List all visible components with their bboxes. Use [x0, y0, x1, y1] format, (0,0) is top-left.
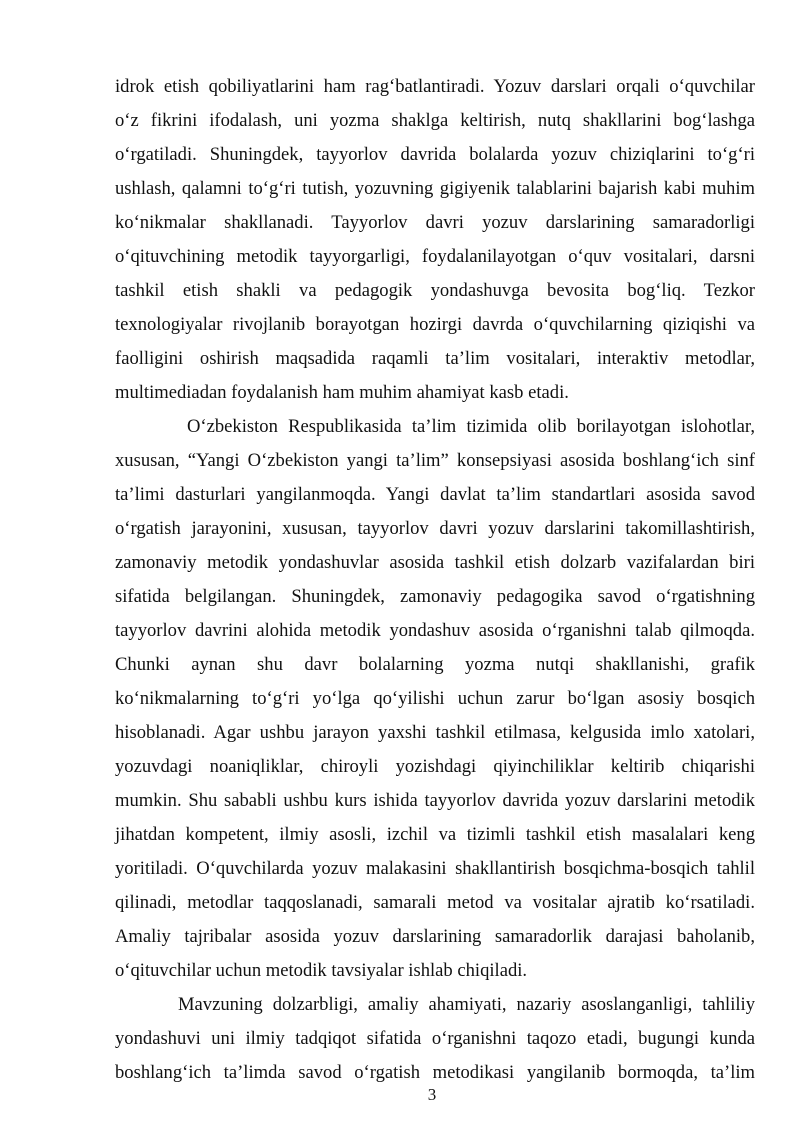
text-line: zamonaviy metodik yondashuvlar asosida tashkil etish dolzarb vazifalardan biri [115, 552, 755, 573]
text-line: yondashuvi uni ilmiy tadqiqot sifatida o‘rganishni taqozo etadi, bugungi kunda [115, 1028, 755, 1049]
text-line: o‘rgatish jarayonini, xususan, tayyorlov davri yozuv darslarini takomillashtirish, [115, 518, 755, 539]
text-line: tashkil etish shakli va pedagogik yondashuvga bevosita bog‘liq. Tezkor [115, 280, 755, 301]
text-line: hisoblanadi. Agar ushbu jarayon yaxshi tashkil etilmasa, kelgusida imlo xatolari, [115, 722, 755, 743]
text-line: mumkin. Shu sababli ushbu kurs ishida tayyorlov davrida yozuv darslarini metodik [115, 790, 755, 811]
text-line: ushlash, qalamni to‘g‘ri tutish, yozuvning gigiyenik talablarini bajarish kabi muhim [115, 178, 755, 199]
text-line: o‘z fikrini ifodalash, uni yozma shaklga keltirish, nutq shakllarini bog‘lashga [115, 110, 755, 131]
text-line: ko‘nikmalarning to‘g‘ri yo‘lga qo‘yilishi uchun zarur bo‘lgan asosiy bosqich [115, 688, 755, 709]
text-line: jihatdan kompetent, ilmiy asosli, izchil va tizimli tashkil etish masalalari keng [115, 824, 755, 845]
text-line: faolligini oshirish maqsadida raqamli ta’lim vositalari, interaktiv metodlar, [115, 348, 755, 369]
paragraph-first-line: O‘zbekiston Respublikasida ta’lim tizimida olib borilayotgan islohotlar, [187, 416, 755, 437]
text-line: o‘qituvchining metodik tayyorgarligi, foydalanilayotgan o‘quv vositalari, darsni [115, 246, 755, 267]
text-line: ko‘nikmalar shakllanadi. Tayyorlov davri yozuv darslarining samaradorligi [115, 212, 755, 233]
text-line: idrok etish qobiliyatlarini ham rag‘batlantiradi. Yozuv darslari orqali o‘quvchilar [115, 76, 755, 97]
page-number: 3 [427, 1085, 437, 1104]
text-line: multimediadan foydalanish ham muhim ahamiyat kasb etadi. [115, 382, 569, 403]
text-line: tayyorlov davrini alohida metodik yondashuv asosida o‘rganishni talab qilmoqda. [115, 620, 755, 641]
text-line: Amaliy tajribalar asosida yozuv darslarining samaradorlik darajasi baholanib, [115, 926, 755, 947]
text-line: sifatida belgilangan. Shuningdek, zamonaviy pedagogika savod o‘rgatishning [115, 586, 755, 607]
paragraph-first-line: Mavzuning dolzarbligi, amaliy ahamiyati, nazariy asoslanganligi, tahliliy [178, 994, 755, 1015]
text-line: ta’limi dasturlari yangilanmoqda. Yangi davlat ta’lim standartlari asosida savod [115, 484, 755, 505]
text-line: qilinadi, metodlar taqqoslanadi, samarali metod va vositalar ajratib ko‘rsatiladi. [115, 892, 755, 913]
text-line: yoritiladi. O‘quvchilarda yozuv malakasini shakllantirish bosqichma-bosqich tahlil [115, 858, 755, 879]
text-line: yozuvdagi noaniqliklar, chiroyli yozishdagi qiyinchiliklar keltirib chiqarishi [115, 756, 755, 777]
text-line: xususan, “Yangi O‘zbekiston yangi ta’lim” konsepsiyasi asosida boshlang‘ich sinf [115, 450, 755, 471]
text-line: boshlang‘ich ta’limda savod o‘rgatish metodikasi yangilanib bormoqda, ta’lim [115, 1062, 755, 1083]
text-line: o‘rgatiladi. Shuningdek, tayyorlov davrida bolalarda yozuv chiziqlarini to‘g‘ri [115, 144, 755, 165]
text-line: Chunki aynan shu davr bolalarning yozma nutqi shakllanishi, grafik [115, 654, 755, 675]
text-line: texnologiyalar rivojlanib borayotgan hozirgi davrda o‘quvchilarning qiziqishi va [115, 314, 755, 335]
text-line: o‘qituvchilar uchun metodik tavsiyalar ishlab chiqiladi. [115, 960, 528, 981]
